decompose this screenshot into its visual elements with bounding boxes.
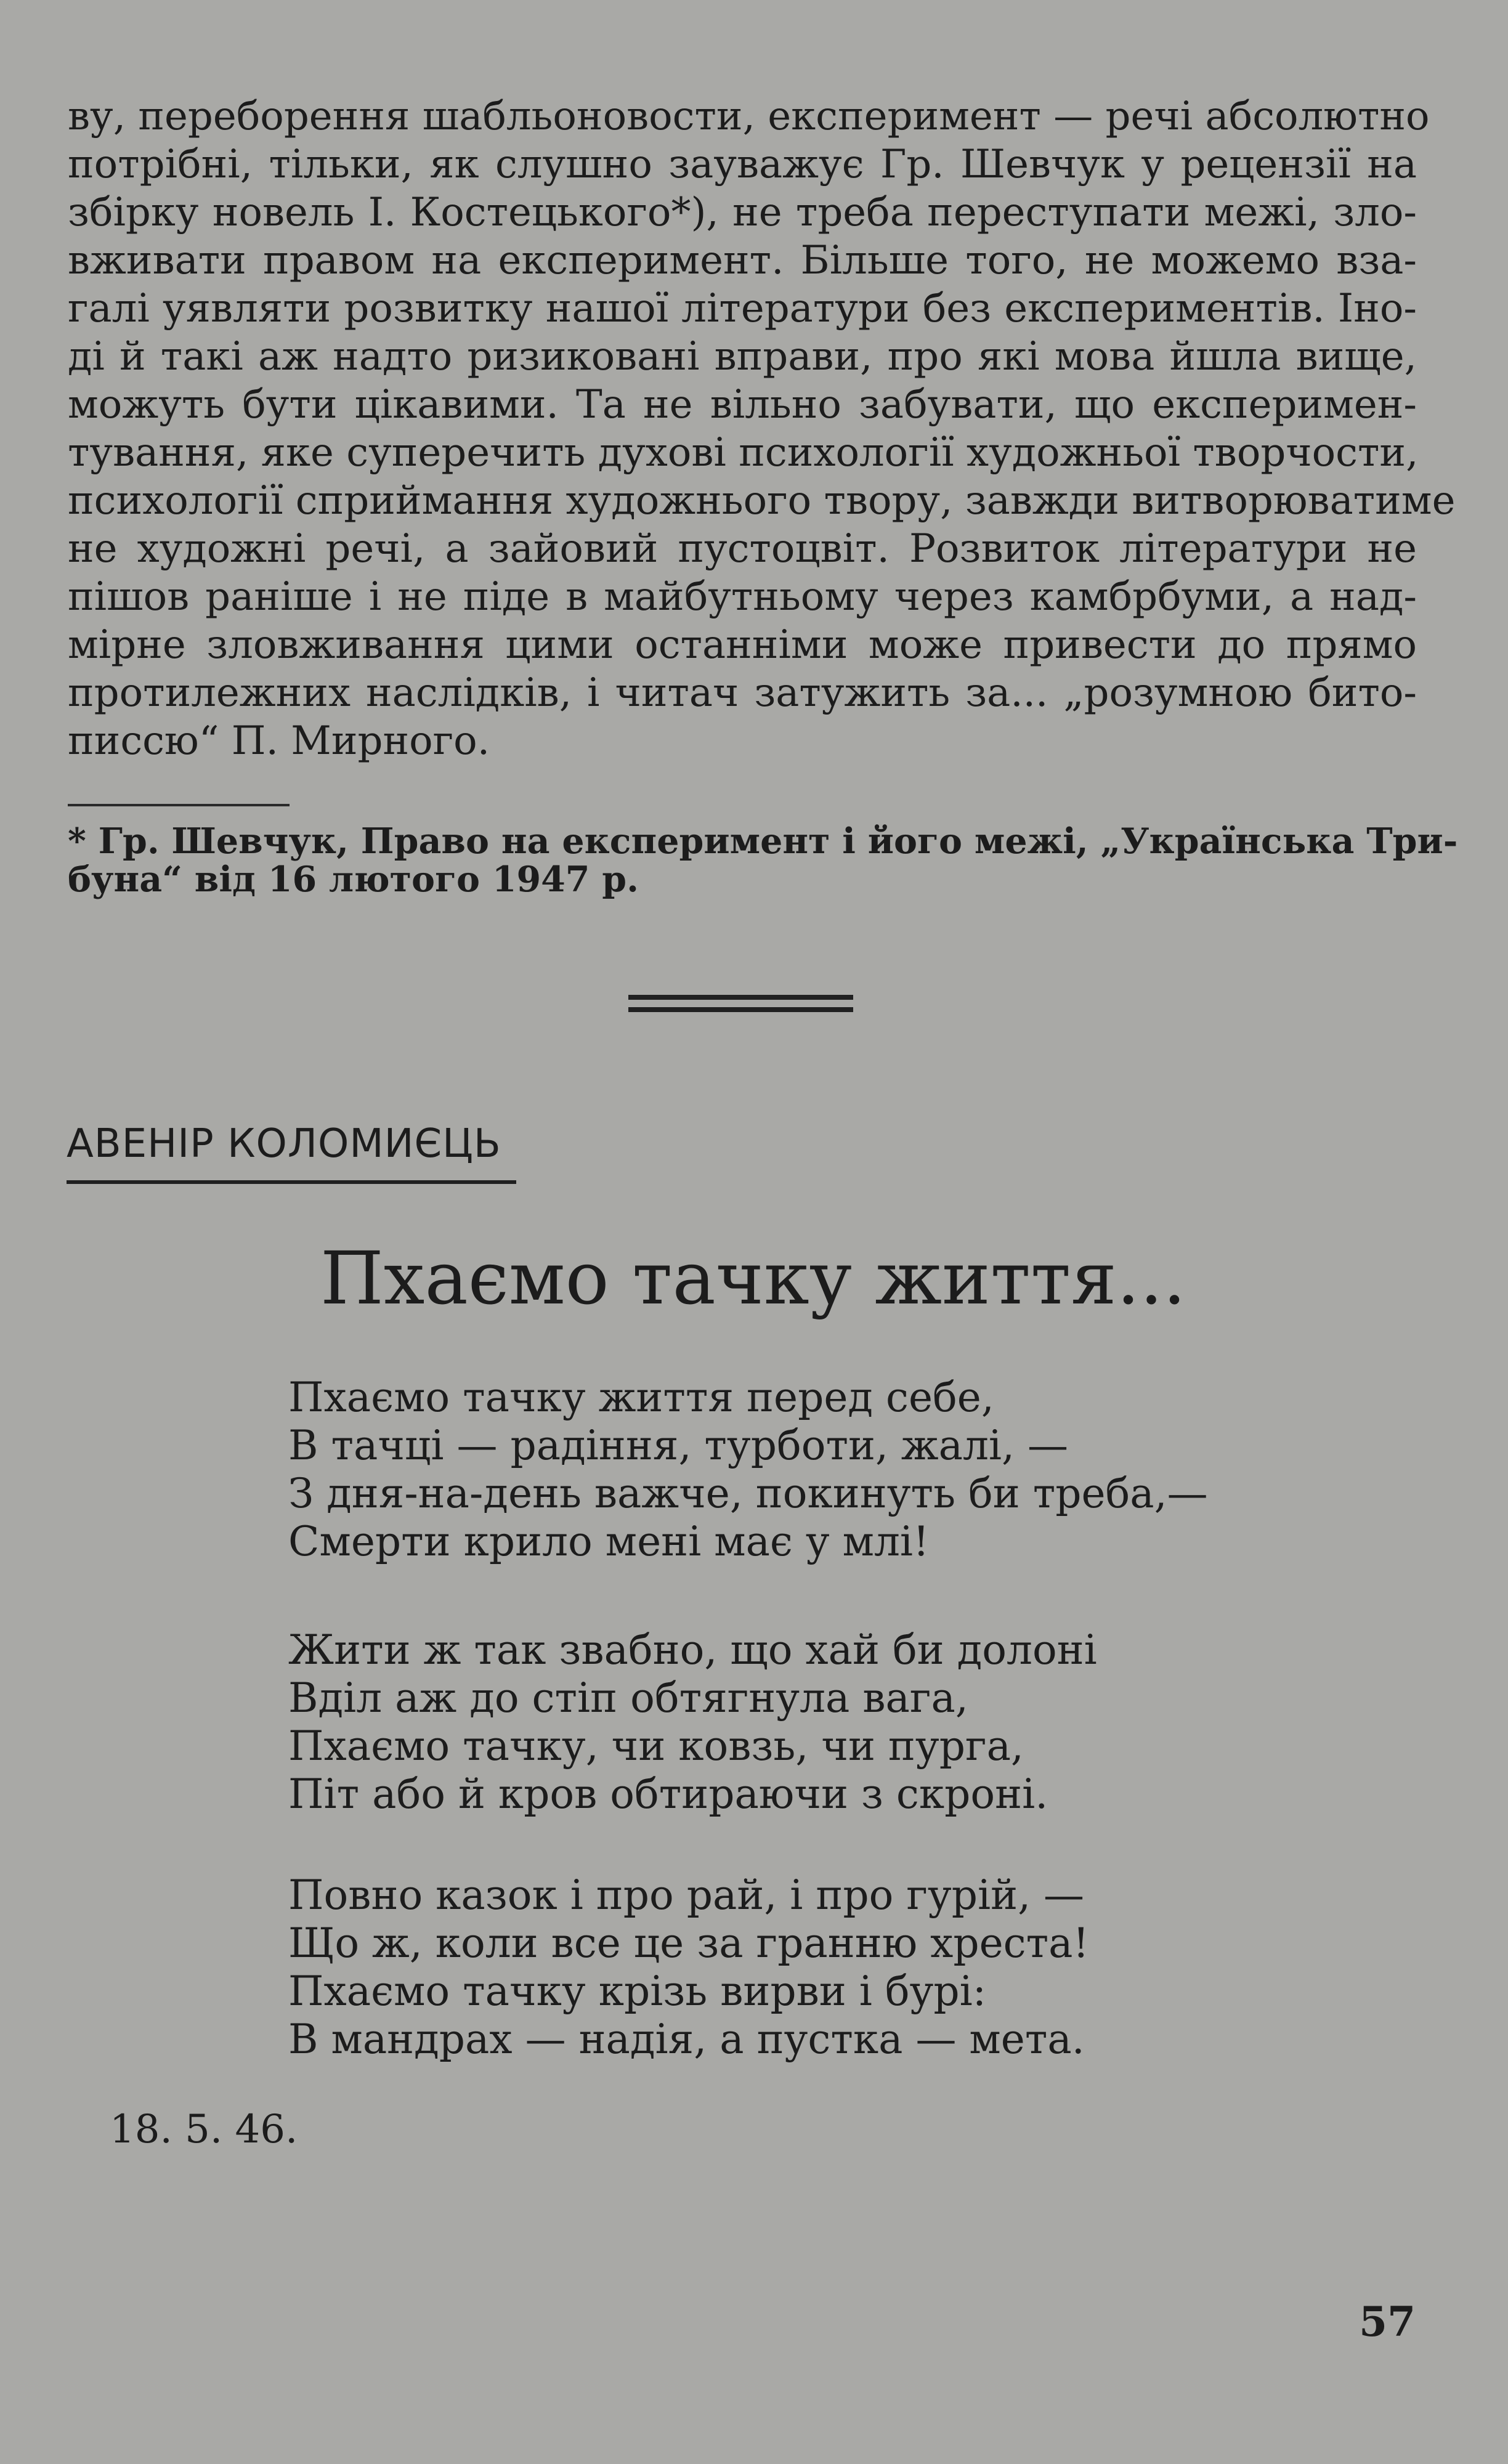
divider-rule-bottom (628, 1007, 853, 1012)
poem-date: 18. 5. 46. (110, 2107, 298, 2152)
poem-line: В мандрах — надія, а пустка — мета. (288, 2016, 1085, 2063)
poem-line: Повно казок і про рай, і про гурій, — (288, 1871, 1085, 1919)
poem-line: Піт або й кров обтираючи з скроні. (288, 1770, 1048, 1818)
essay-paragraph (68, 92, 1456, 765)
poem-stanza-3 (288, 1871, 1274, 2064)
poem-line: Що ж, коли все це за гранню хреста! (288, 1919, 1090, 1967)
page-number: 57 (1359, 2298, 1416, 2346)
poem-line: Пхаємо тачку, чи ковзь, чи пурга, (288, 1722, 1024, 1770)
text-line: збірку новель І. Костецького*), не треба переступати межі, зло- (68, 190, 1417, 235)
text-line: психології сприймання художнього твору, завжди витворюватиме (68, 478, 1456, 524)
poem-stanza-1 (288, 1374, 1274, 1566)
poem-author: АВЕНІР КОЛОМИЄЦЬ (67, 1121, 501, 1167)
poem-line: Вділ аж до стіп обтягнула вага, (288, 1674, 968, 1722)
divider-rule-top (628, 995, 853, 1000)
poem-line: Пхаємо тачку життя перед себе, (288, 1374, 994, 1421)
poem-line: Смерти крило мені має у млі! (288, 1518, 930, 1565)
footnote-rule (68, 804, 290, 806)
section-divider (628, 995, 853, 1012)
text-line: галі уявляти розвитку нашої літератури без експериментів. Іно- (68, 286, 1417, 331)
poem-title: Пхаємо тачку життя... (320, 1236, 1186, 1321)
poem-stanza-2 (288, 1626, 1274, 1818)
text-line: писсю“ П. Мирного. (68, 718, 490, 764)
text-line: потрібні, тільки, як слушно зауважує Гр. Шевчук у рецензії на (68, 142, 1417, 187)
poem-line: З дня-на-день важче, покинуть би треба,— (288, 1470, 1208, 1517)
poem-line: В тачці — радіння, турботи, жалі, — (288, 1422, 1068, 1469)
author-underline (67, 1180, 516, 1184)
text-line: ву, переборення шабльоновости, експеримент — речі абсолютно (68, 94, 1430, 139)
text-line: не художні речі, а зайовий пустоцвіт. Розвиток літератури не (68, 526, 1417, 572)
poem-line: Пхаємо тачку крізь вирви і бурі: (288, 1968, 986, 2015)
text-line: протилежних наслідків, і читач затужить за... „розумною бито- (68, 670, 1417, 716)
text-line: пішов раніше і не піде в майбутньому через камбрбуми, а над- (68, 574, 1417, 620)
text-line: тування, яке суперечить духові психології художньої творчости, (68, 430, 1419, 476)
text-line: можуть бути цікавими. Та не вільно забувати, що експеримен- (68, 382, 1417, 428)
text-line: вживати правом на експеримент. Більше того, не можемо вза- (68, 238, 1417, 283)
text-line: мірне зловживання цими останніми може привести до прямо (68, 622, 1417, 668)
footnote (68, 821, 1458, 900)
poem-line: Жити ж так звабно, що хай би долоні (288, 1626, 1097, 1674)
footnote-line: буна“ від 16 лютого 1947 р. (68, 859, 639, 900)
text-line: ді й такі аж надто ризиковані вправи, про які мова йшла вище, (68, 334, 1417, 379)
footnote-line: * Гр. Шевчук, Право на експеримент і його межі, „Українська Три- (68, 821, 1458, 862)
